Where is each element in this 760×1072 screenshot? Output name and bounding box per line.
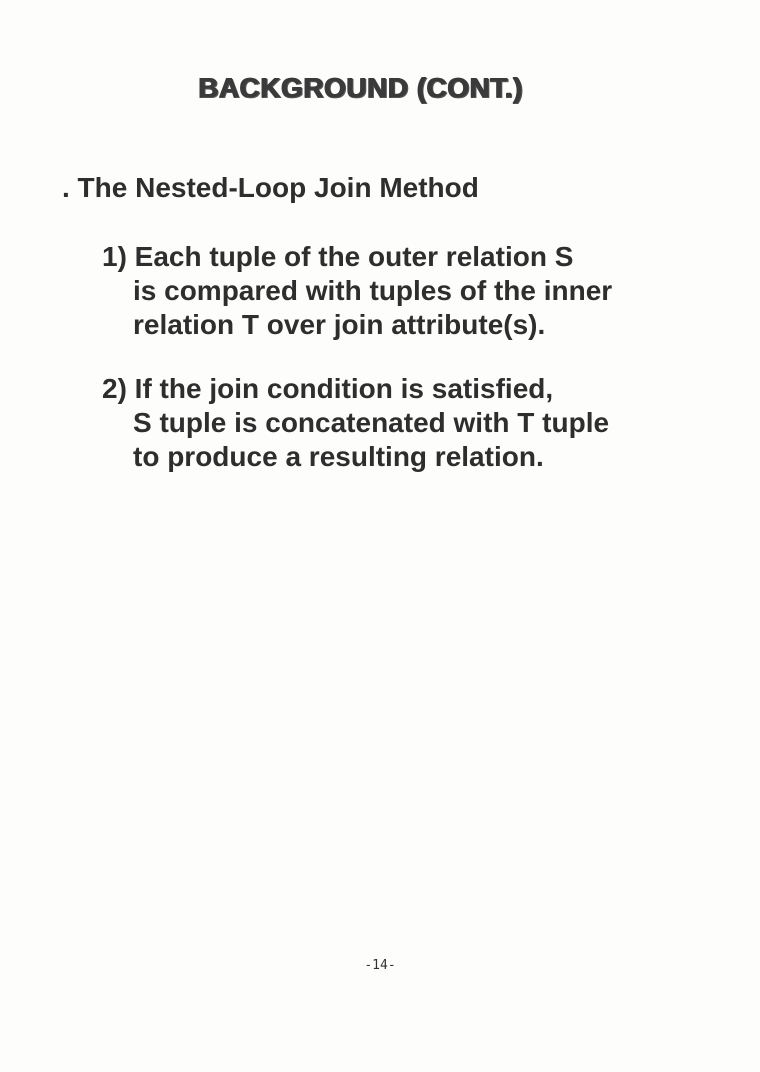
list-item-2-line-3: to produce a resulting relation. (133, 441, 544, 472)
list-item-1-line-2: is compared with tuples of the inner (133, 275, 613, 306)
page-title: BACKGROUND (CONT.) (197, 72, 523, 103)
list-item-2 (102, 372, 609, 474)
list-item-2-line-2: S tuple is concatenated with T tuple (133, 407, 610, 438)
list-item-1-line-1: 1) Each tuple of the outer relation S (102, 241, 574, 272)
page-number: -14- (364, 958, 396, 973)
list-item-2-line-1: 2) If the join condition is satisfied, (102, 373, 554, 404)
list-item-1-line-3: relation T over join attribute(s). (133, 309, 546, 340)
section-heading: . The Nested-Loop Join Method (62, 172, 479, 203)
list-item-1 (102, 240, 612, 342)
